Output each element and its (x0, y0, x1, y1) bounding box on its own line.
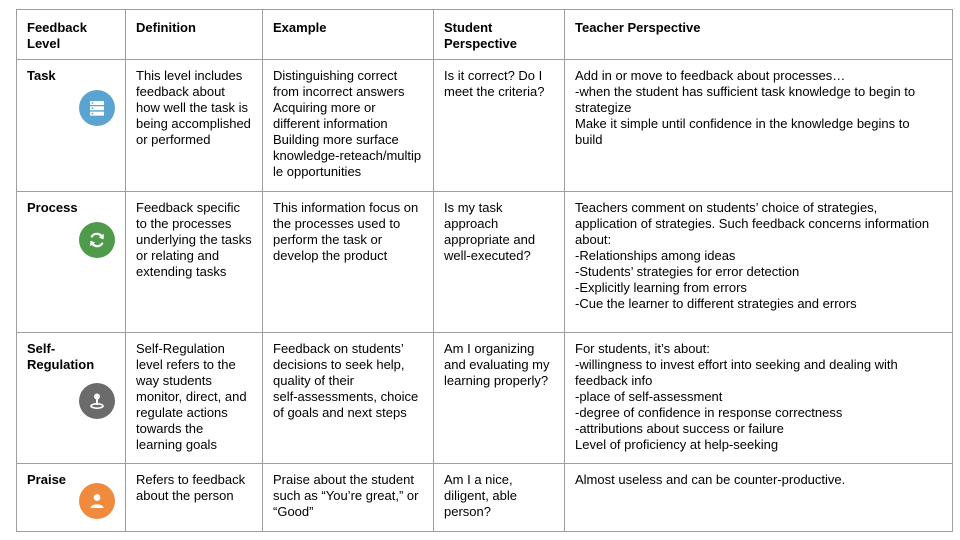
praise-badge (79, 483, 115, 519)
teacher-perspective-cell: Almost useless and can be counter-productive. (565, 464, 953, 532)
table-row (17, 333, 953, 464)
student-perspective-cell: Is my task approach appropriate and well-executed? (434, 192, 565, 333)
header-student-perspective: Student Perspective (434, 10, 565, 60)
level-cell-task: Task (17, 60, 126, 192)
header-definition: Definition (126, 10, 263, 60)
header-teacher-perspective: Teacher Perspective (565, 10, 953, 60)
example-cell: Feedback on students’ decisions to seek help, quality of their self-assessments, choice of goals and next steps (263, 333, 434, 464)
level-cell-praise: Praise (17, 464, 126, 532)
student-perspective-cell: Am I a nice, diligent, able person? (434, 464, 565, 532)
server-icon (87, 98, 107, 118)
process-badge (79, 222, 115, 258)
example-cell: Distinguishing correct from incorrect answers Acquiring more or different information Building more surface knowledge-reteach/multip le opportunities (263, 60, 434, 192)
example-cell: Praise about the student such as “You’re great,” or “Good” (263, 464, 434, 532)
location-pin-icon (87, 391, 107, 411)
definition-cell: Refers to feedback about the person (126, 464, 263, 532)
definition-cell: Self-Regulation level refers to the way students monitor, direct, and regulate actions towards the learning goals (126, 333, 263, 464)
self-regulation-badge (79, 383, 115, 419)
level-cell-process: Process (17, 192, 126, 333)
table-row (17, 192, 953, 333)
teacher-perspective-cell: For students, it’s about: -willingness to invest effort into seeking and dealing with feedback info -place of self-assessment -degree of confidence in response correctness -attributions about success or failure Level of proficiency at help-seeking (565, 333, 953, 464)
student-perspective-cell: Am I organizing and evaluating my learning properly? (434, 333, 565, 464)
header-row (17, 10, 953, 60)
table-row (17, 60, 953, 192)
definition-cell: This level includes feedback about how well the task is being accomplished or performed (126, 60, 263, 192)
header-feedback-level: Feedback Level (17, 10, 126, 60)
task-badge (79, 90, 115, 126)
header-example: Example (263, 10, 434, 60)
example-cell: This information focus on the processes used to perform the task or develop the product (263, 192, 434, 333)
refresh-icon (87, 230, 107, 250)
definition-cell: Feedback specific to the processes underlying the tasks or relating and extending tasks (126, 192, 263, 333)
student-perspective-cell: Is it correct? Do I meet the criteria? (434, 60, 565, 192)
person-icon (87, 491, 107, 511)
feedback-levels-table (16, 9, 953, 532)
level-cell-self-regulation: Self- Regulation (17, 333, 126, 464)
table-row (17, 464, 953, 532)
teacher-perspective-cell: Teachers comment on students’ choice of strategies, application of strategies. Such feedback concerns information about: -Relationships among ideas -Students’ strategies for error detection -Explicitly learning from errors -Cue the learner to different strategies and errors (565, 192, 953, 333)
teacher-perspective-cell: Add in or move to feedback about processes… -when the student has sufficient task knowledge to begin to strategize Make it simple until confidence in the knowledge begins to build (565, 60, 953, 192)
